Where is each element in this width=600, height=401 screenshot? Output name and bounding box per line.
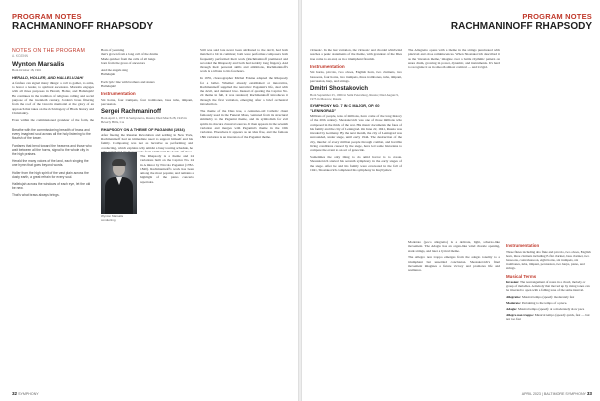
sidebar-instrumentation-text: Three flutes including alto flute and piccolo, two oboes, English horn, three clarinets including E-flat clarinet, bass clarinet, two bassoons, contrabassoon, eight horns, six trumpets, six trombones, tuba, timpani, percussion, two harps, piano, and strings. — [506, 249, 591, 271]
sidebar — [506, 240, 592, 324]
left-header — [12, 13, 153, 32]
term: Moderato: — [506, 300, 522, 305]
instrumentation-text: Six horns, four trumpets, four trombones, bass tuba, timpani, percussion. — [101, 97, 193, 107]
excerpt-stanza: Hallelujah across the windows of each eye, let the old be new. — [12, 182, 91, 191]
notes-label: NOTES ON THE PROGRAM — [12, 48, 86, 54]
header-title: RACHMANINOFF RHAPSODY — [12, 21, 154, 32]
musical-term — [506, 313, 592, 321]
musical-term — [506, 295, 592, 299]
column-rhapsody — [200, 48, 288, 378]
composer-name: Sergei Rachmaninoff — [101, 108, 162, 115]
composer-dates: Born September 25, 1906 in Saint Petersburg, Russia; Died August 9, 1975 in Moscow, Russia — [310, 92, 399, 102]
paragraph: virtuosic. In the last variation, the virtuosic and chordal whirlwind reaches a peak: statements of the theme, with grandeur of the Dies irae come to an end, as in a triumphant flourish. — [310, 48, 402, 61]
paragraph: The Allegretto opens with a theme in the strings punctuated with pizzicati and oboe reminiscences. When Shostakovich described it as the 'invasion theme,' imagine over a battle rhythmic pattern on snare drum, growing in power, dynamic, and instruments. It's hard to recognize it as in smooth almost comical — and it rigid. — [408, 48, 500, 70]
composer-dates: Born October 18, 1961 — [12, 68, 42, 73]
excerpt-stanza: Holler from the high spirit of the vast plain across the dusty earth, a great refrain for every soul. — [12, 170, 89, 179]
column-shostakovich-cont — [408, 48, 500, 232]
musical-term — [506, 301, 592, 305]
term: Invasion: — [506, 280, 520, 285]
instrumentation-heading: Instrumentation — [310, 63, 345, 69]
photo-caption: Wynton Marsalis conducting — [101, 214, 124, 222]
header-kicker: PROGRAM NOTES — [522, 12, 592, 21]
right-footer — [522, 391, 592, 396]
verse-line: born from the grace of ancestors — [101, 60, 145, 65]
footer-text: APRIL 2023 | BALTIMORE SYMPHONY — [521, 392, 586, 396]
page-number: 32 — [12, 391, 18, 396]
composer-name: Wynton Marsalis — [12, 61, 65, 69]
excerpt-stanza: Fanfares that bend toward the heavens and those who wait between all the horns, signal to the whole city in the high praises. — [12, 143, 92, 157]
verse-line: Born of yearning — [101, 48, 125, 52]
term-definition: Musical tempo (speed): quick, fast — but not too fast — [506, 313, 590, 322]
paragraph: The Allegro non troppo emerges from the adagio tonality to a triumphant but unsettled conclusion. Shostakovich's final movement imagines a future victory and promotes life and resilience. — [408, 255, 500, 273]
poem-excerpt — [12, 128, 94, 378]
verse-line: And the angels sing — [101, 68, 128, 73]
footer-text: SYMPHONY — [18, 392, 39, 396]
verse-line: Made quicker from the calls of all lungs — [101, 56, 156, 61]
left-page — [0, 0, 298, 401]
column-marsalis — [12, 48, 94, 122]
paragraph: A fanfare can signal many things: a call to gather, to arms, to honor a leader, to spiritual ascension. Marsalis engages with all three purposes in Herald, Holler, and Hallelujah! He continues in the tradition of religious calling and social purpose of the twentieth century, Jordan's brass filtering from the roof of the Lincoln memorial at the glory of an approach that takes on the rich imagery of Black history and Christianity. — [12, 80, 94, 115]
verse-line: that's grown from a long call of the drums — [101, 52, 158, 57]
composer-name: Dmitri Shostakovich — [310, 85, 369, 92]
header-kicker: PROGRAM NOTES — [12, 12, 82, 21]
paragraph: The theme of the Dies irae, a centuries-old Catholic chant famously used in the Funeral Mass, ventured from its structural similarity to the Paganini theme, and its symbolism for evil spirits in obscure classical sources. It then appears in the seventh variation and merges with Paganini's theme in the 10th variation. Elsewhere it appears as an idée fixe, and the famous 18th variation is an inversion of the Paganini theme. — [200, 108, 288, 139]
excerpt-stanza: That's what brass always brings. — [12, 193, 60, 198]
musical-term — [506, 307, 592, 311]
term: Allegretto: — [506, 294, 522, 299]
sidebar-instrumentation-heading: Instrumentation — [506, 243, 540, 248]
verse-line: Hallelujah! — [101, 84, 117, 89]
paragraph: Sometimes the only thing to do amid horror is to create. Shostakovich started his seventh symphony in the early stages of the siege. After he and his family were evacuated in the fall of 1941, Shostakovich completed his symphony in Kuybyshev. — [310, 155, 402, 173]
instrumentation-heading: Instrumentation — [101, 91, 136, 97]
right-page — [302, 0, 600, 401]
photo-hair — [112, 159, 126, 166]
left-footer — [12, 391, 39, 396]
term: Allegro non troppo: — [506, 313, 534, 318]
verse-line: Each lyric line with brothers and sisters — [101, 79, 155, 84]
header-title: RACHMANINOFF RHAPSODY — [450, 21, 592, 32]
paragraph: Still was said late never been attributed to the devil, had both matched a bit in common; both were performer-composers both frequently performed their work (Rachmaninoff premiered and recorded the Rhapsody and both had notably long fingers). And through their personal skills and ambitions, Rachmaninoff's work is a tribute to his forebears. — [200, 48, 288, 74]
work-title: SYMPHONY NO. 7 IN C MAJOR, OP. 60 "LENINGRAD" — [310, 104, 380, 113]
paragraph: In 1955, choreographer Michel Fokine adapted the Rhapsody for a ballet. Whether already established or innovative, Rachmaninoff supplied the narrative: Paganini's life, deal with the devil, and demand love. Instead of quoting the Caprice No. 24 theme in full, it was rendered; Rachmaninoff introduces it through the first variation, emerging after a brief orchestral introduction. — [200, 76, 288, 107]
instrumentation-text: Six horns, piccolo, two oboes, English horn, two clarinets, two bassoons, four horns, two trumpets, three trombones, tuba, timpani, percussion, harp, and strings. — [310, 70, 402, 83]
right-header — [451, 13, 592, 32]
musical-terms-heading: Musical Terms — [506, 273, 537, 279]
work-title: RHAPSODY ON A THEME OF PAGANINI (1934) — [101, 127, 185, 132]
column-shostakovich — [310, 48, 402, 378]
column-rachmaninoff-cont — [140, 154, 194, 374]
term-definition: The rearrangement of notes in a chord, melody or group of melodies. A melody that moved up by rising tones can be inverted to open with a falling tone of the same interval. — [506, 280, 590, 293]
conductor-photo — [101, 152, 137, 214]
work-title: HERALD, HOLLER, AND HALLELUJAH! — [12, 75, 84, 80]
notes-byline: A. KOZINN — [12, 54, 28, 58]
paragraph: Millions of people, tens of millions, have come of the long history of the 20th century. Shostakovich was one of those millions who composed in the thick of the war. His music documents the fates of his family and the city of Leningrad. On June 22, 1941, Russia was invaded by Germany. By the next month, the city of Leningrad was surrounded, under siege, until early 1944. The destruction of the city, murder of every million people through combat, and horrible living conditions caused by the siege, have led some historians to compare the event to an act of genocide. — [310, 113, 402, 153]
column-rachmaninoff — [101, 48, 193, 152]
page-number: 33 — [586, 391, 592, 396]
paragraph: Even within the commissioned grandeur of the form, the — [12, 117, 94, 122]
term: Adagio: — [506, 307, 518, 312]
musical-term — [506, 280, 592, 293]
paragraph: Moderato (poco allegretto) is a delicate, light, scherzo-like movement. The Adagio has an organ-like wind chorale opening, stark strings, and later a lyrical theme. — [408, 240, 500, 253]
verse-line: Hallelujah — [101, 72, 116, 77]
term-definition: Musical tempo (speed): at a moderately slow pace — [518, 307, 585, 312]
paragraph: After fleeing the Russian Revolution and settling in New York, Rachmaninoff had an immediate need to support himself and his family. Composing was not as lucrative as performing and conducting, which explains why amidst a busy touring schedule, he — [101, 132, 193, 150]
excerpt-stanza: Breathe with the commissioning breadth of brass and every imagined soul across all the holy listening to the flourish of the tower. — [12, 128, 91, 141]
composer-dates: Born April 1, 1873 in Semyonovo, Russia; Died March 28, 1943 in Beverly Hills, CA — [101, 115, 187, 125]
term-definition: Pertaining to the tempo of a piece. — [521, 300, 568, 305]
column-allegretto — [408, 240, 500, 378]
paragraph: The Rhapsody is a theme and 24 variations built on the Caprice No. 24 in A minor by Niccolo Paganini (1782-1840). Rachmaninoff's work has been among the most popular, and remains a highlight of the piano concerto repertoire. — [140, 154, 194, 184]
excerpt-stanza: Herald the many voices of the land, each singing the one hymn that goes beyond words. — [12, 159, 89, 168]
term-definition: Musical tempo (speed): moderately fast — [521, 294, 575, 299]
